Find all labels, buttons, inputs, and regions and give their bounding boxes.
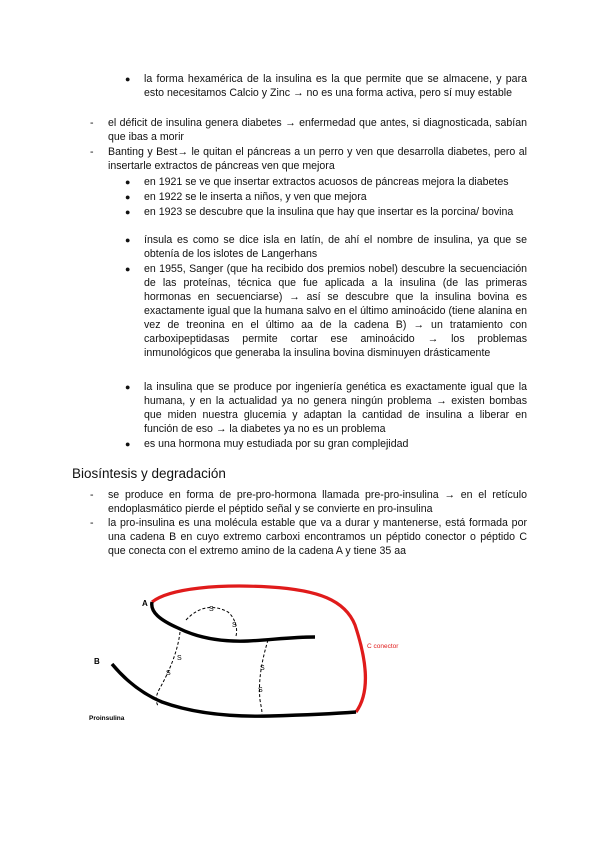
bullet-marker: ● [125, 235, 131, 245]
disulfide-bridge [156, 632, 180, 706]
list-item: la forma hexamérica de la insulina es la que permite que se almacene, y para esto necesitamos Calcio y Zinc → no es una forma activa, pero sí muy estable [144, 73, 527, 99]
bullet-marker: ● [125, 439, 131, 449]
bullet-marker: ● [125, 264, 131, 274]
list-item: en 1921 se ve que insertar extractos acuosos de páncreas mejora la diabetes [144, 176, 509, 188]
list-item: en 1923 se descubre que la insulina que hay que insertar es la porcina/ bovina [144, 206, 514, 218]
dash-marker: - [90, 146, 94, 158]
sulfur-label: S [258, 687, 263, 694]
bullet-marker: ● [125, 192, 131, 202]
list-item: el déficit de insulina genera diabetes → enfermedad que antes, si diagnosticada, sabían que ibas a morir [108, 117, 527, 143]
dash-marker: - [90, 517, 94, 529]
sulfur-label: S [177, 655, 182, 662]
dash-marker: - [90, 117, 94, 129]
chain-b [112, 664, 356, 716]
list-item: en 1955, Sanger (que ha recibido dos premios nobel) descubre la secuenciación de las proteínas, técnica que fue aplicada a la insulina (de las primeras hormonas en secuenciarse) → así se descubre que la insulina bovina es exactamente igual que la humana salvo en el último aminoácido (tiene alanina en vez de treonina en el último aa de la cadena B) → un tratamiento con carboxipeptidasas permite cortar ese aminoácido → los problemas inmunológicos que generaba la insulina bovina disminuyen drásticamente [144, 263, 527, 359]
section-heading: Biosíntesis y degradación [72, 466, 226, 481]
list-item: ínsula es como se dice isla en latín, de ahí el nombre de insulina, ya que se obtenía de los islotes de Langerhans [144, 234, 527, 260]
dash-marker: - [90, 489, 94, 501]
bullet-marker: ● [125, 382, 131, 392]
list-item: la pro-insulina es una molécula estable que va a durar y mantenerse, está formada por una cadena B en cuyo extremo carboxi encontramos un péptido conector o péptido C que conecta con el extremo amino de la cadena A y tiene 35 aa [108, 517, 527, 557]
sulfur-label: S [260, 665, 265, 672]
sulfur-label: S [166, 670, 171, 677]
chain-a-label: A [142, 599, 148, 608]
bullet-marker: ● [125, 177, 131, 187]
list-item: Banting y Best→ le quitan el páncreas a un perro y ven que desarrolla diabetes, pero al insertarle extractos de páncreas ven que mejora [108, 146, 527, 172]
list-item: en 1922 se le inserta a niños, y ven que mejora [144, 191, 367, 203]
list-item: la insulina que se produce por ingeniería genética es exactamente igual que la humana, y en la actualidad ya no genera ningún problema → existen bombas que miden nuestra glucemia y adaptan la cantidad de insulina a liberar en función de eso → la diabetes ya no es un problema [144, 381, 527, 435]
sulfur-label: S [232, 622, 237, 629]
bullet-marker: ● [125, 74, 131, 84]
disulfide-bridge [259, 640, 268, 714]
bullet-marker: ● [125, 207, 131, 217]
list-item: se produce en forma de pre-pro-hormona llamada pre-pro-insulina → en el retículo endoplasmático pierde el péptido señal y se convierte en pro-insulina [108, 489, 527, 515]
diagram-caption: Proinsulina [89, 715, 125, 722]
list-item: es una hormona muy estudiada por su gran complejidad [144, 438, 409, 450]
sulfur-label: S [209, 606, 214, 613]
c-connector-label: C conector [367, 643, 399, 650]
chain-b-label: B [94, 657, 100, 666]
